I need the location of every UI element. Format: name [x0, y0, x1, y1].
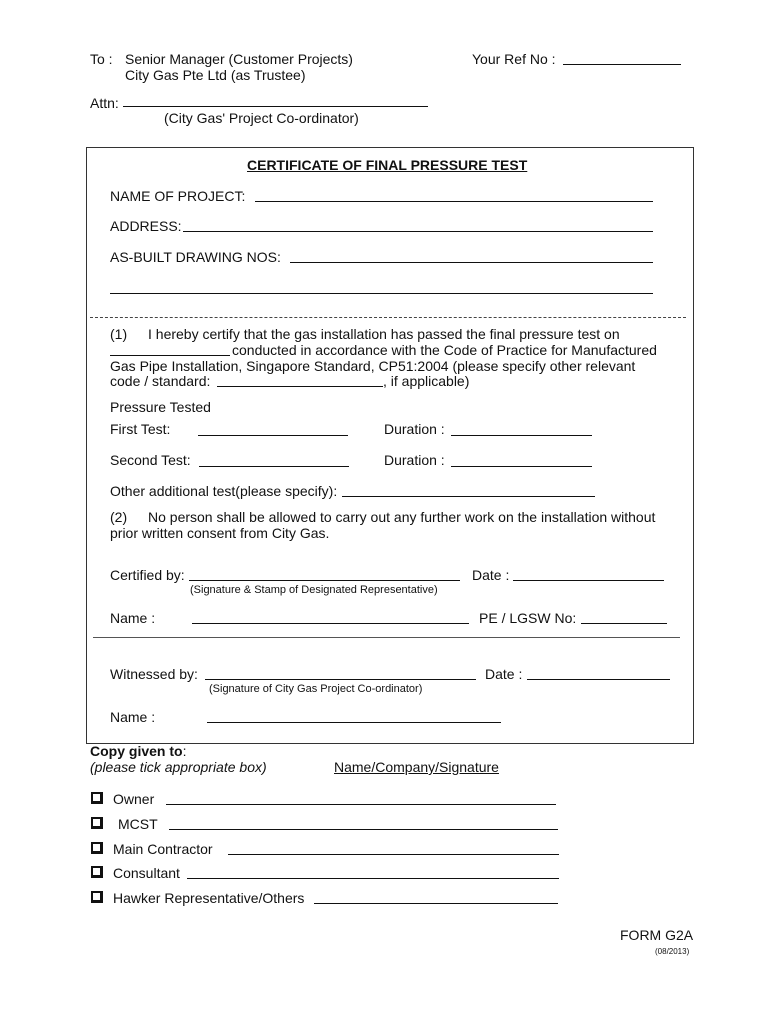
attn-field[interactable]	[123, 106, 428, 107]
witnessed-caption: (Signature of City Gas Project Co-ordinator)	[209, 683, 423, 695]
copy-column-header: Name/Company/Signature	[334, 759, 499, 775]
witness-signature-field[interactable]	[205, 679, 476, 680]
as-built-field[interactable]	[290, 262, 653, 263]
ref-field[interactable]	[563, 64, 681, 65]
attn-label: Attn:	[90, 95, 119, 111]
as-built-label: AS-BUILT DRAWING NOS:	[110, 249, 281, 265]
section1-line4-start: code / standard:	[110, 373, 211, 389]
section1-number: (1)	[110, 326, 128, 342]
certified-date-label: Date :	[472, 567, 510, 583]
copy-hawker-label: Hawker Representative/Others	[113, 890, 305, 906]
mcst-field[interactable]	[169, 829, 558, 830]
witnessed-by-label: Witnessed by:	[110, 666, 198, 682]
consultant-field[interactable]	[187, 878, 559, 879]
section1-line2: conducted in accordance with the Code of Practice for Manufactured	[232, 342, 657, 358]
certificate-box	[86, 147, 694, 744]
copy-main-contractor-label: Main Contractor	[113, 841, 213, 857]
copy-instruction: (please tick appropriate box)	[90, 759, 267, 775]
certified-divider	[93, 637, 680, 638]
ref-label: Your Ref No :	[472, 51, 556, 67]
section1-line3: Gas Pipe Installation, Singapore Standard, CP51:2004 (please specify other relevant	[110, 358, 636, 374]
checkbox-consultant[interactable]	[91, 866, 103, 878]
first-test-field[interactable]	[198, 435, 348, 436]
witnessed-date-field[interactable]	[527, 679, 670, 680]
hawker-field[interactable]	[314, 903, 558, 904]
copy-given-title: Copy given to:	[90, 743, 187, 759]
copy-consultant-label: Consultant	[113, 865, 180, 881]
project-name-label: NAME OF PROJECT:	[110, 188, 246, 204]
second-test-label: Second Test:	[110, 452, 191, 468]
pe-number-field[interactable]	[581, 623, 667, 624]
other-test-label: Other additional test(please specify):	[110, 483, 338, 499]
form-number: FORM G2A	[620, 927, 694, 943]
duration2-field[interactable]	[451, 466, 592, 467]
duration2-label: Duration :	[384, 452, 445, 468]
certified-by-label: Certified by:	[110, 567, 185, 583]
owner-field[interactable]	[166, 804, 556, 805]
witnessed-name-label: Name :	[110, 709, 156, 725]
checkbox-mcst[interactable]	[91, 817, 103, 829]
checkbox-owner[interactable]	[91, 792, 103, 804]
copy-mcst-label: MCST	[118, 816, 158, 832]
section1-line1: I hereby certify that the gas installation has passed the final pressure test on	[148, 326, 620, 342]
first-test-label: First Test:	[110, 421, 171, 437]
address-label: ADDRESS:	[110, 218, 182, 234]
section-divider	[90, 317, 686, 318]
certified-date-field[interactable]	[513, 580, 664, 581]
checkbox-hawker[interactable]	[91, 891, 103, 903]
checkbox-main-contractor[interactable]	[91, 842, 103, 854]
copy-owner-label: Owner	[113, 791, 155, 807]
main-contractor-field[interactable]	[228, 854, 559, 855]
section2-line1: No person shall be allowed to carry out any further work on the installation without	[148, 509, 656, 525]
section2-number: (2)	[110, 509, 128, 525]
project-name-field[interactable]	[255, 201, 653, 202]
section1-line4-end: , if applicable)	[383, 373, 470, 389]
duration1-label: Duration :	[384, 421, 445, 437]
certified-caption: (Signature & Stamp of Designated Representative)	[190, 584, 438, 596]
duration1-field[interactable]	[451, 435, 592, 436]
certified-signature-field[interactable]	[189, 580, 460, 581]
section2-line2: prior written consent from City Gas.	[110, 525, 330, 541]
as-built-field-2[interactable]	[110, 293, 653, 294]
witnessed-date-label: Date :	[485, 666, 523, 682]
address-field[interactable]	[183, 231, 653, 232]
test-date-field[interactable]	[110, 355, 230, 356]
form-version: (08/2013)	[655, 947, 690, 956]
witnessed-name-field[interactable]	[207, 722, 501, 723]
certified-name-field[interactable]	[192, 623, 469, 624]
pressure-tested-label: Pressure Tested	[110, 399, 211, 415]
attn-caption: (City Gas' Project Co-ordinator)	[164, 110, 359, 126]
certified-name-label: Name :	[110, 610, 156, 626]
recipient-title: Senior Manager (Customer Projects)	[125, 51, 353, 67]
other-test-field[interactable]	[342, 496, 595, 497]
code-standard-field[interactable]	[217, 386, 383, 387]
pe-label: PE / LGSW No:	[479, 610, 577, 626]
recipient-company: City Gas Pte Ltd (as Trustee)	[125, 67, 306, 83]
second-test-field[interactable]	[199, 466, 349, 467]
certificate-title: CERTIFICATE OF FINAL PRESSURE TEST	[247, 157, 528, 173]
to-label: To :	[90, 51, 113, 67]
